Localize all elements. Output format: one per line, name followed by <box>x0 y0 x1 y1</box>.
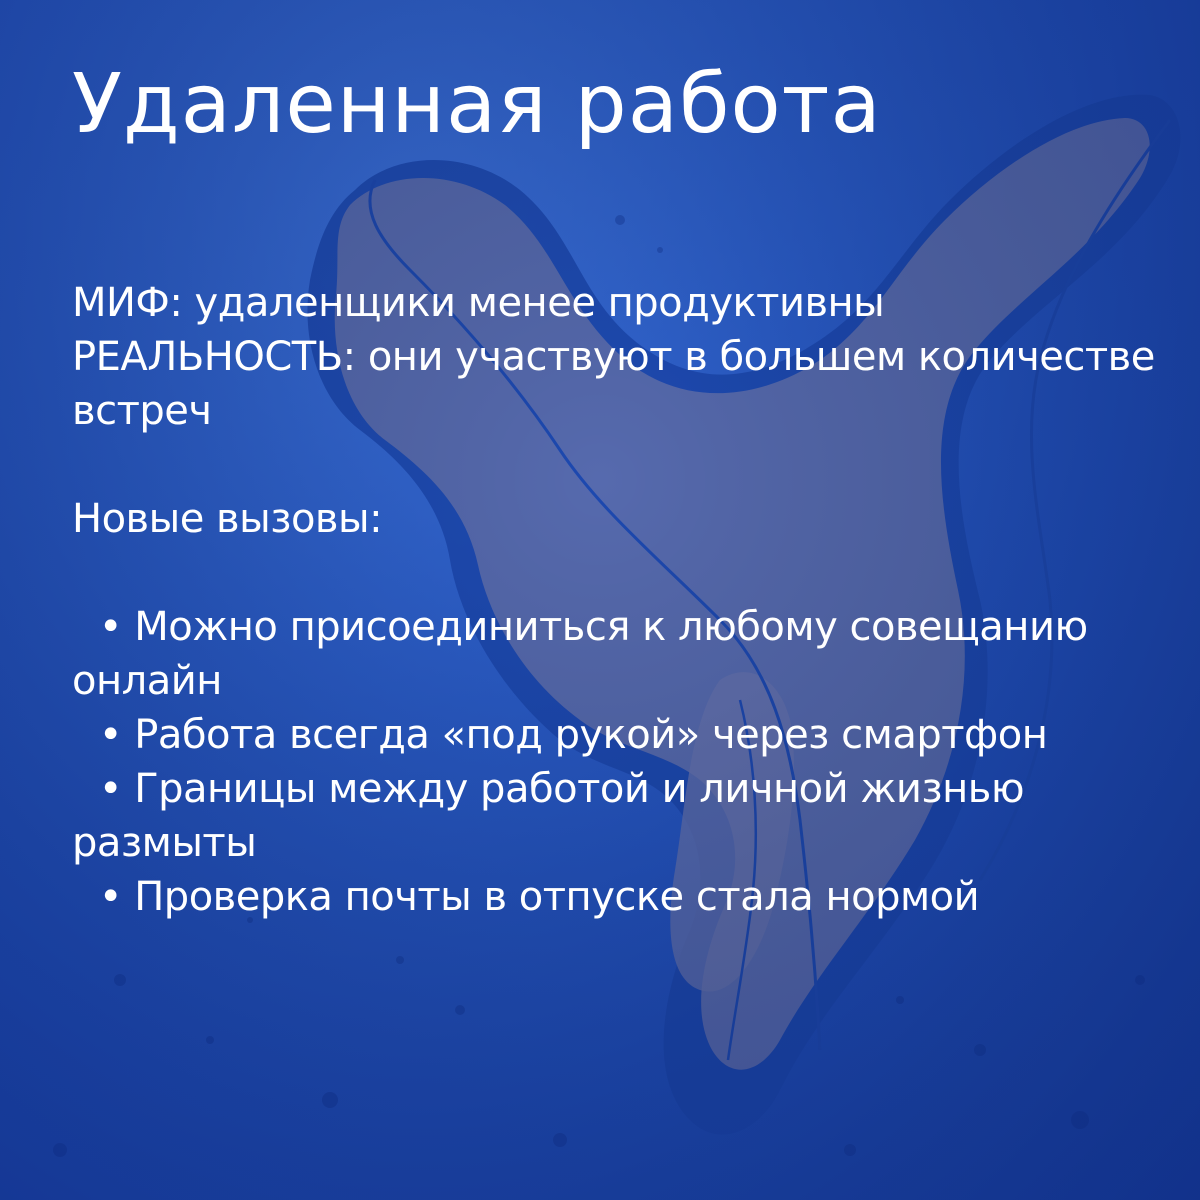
bullet-text: Проверка почты в отпуске стала нормой <box>134 874 980 920</box>
bullet-text: Границы между работой и личной жизнью размыты <box>72 766 1025 866</box>
slide-content <box>72 0 1182 1200</box>
bullet-dot-icon: • <box>98 874 122 920</box>
bullet-item <box>72 870 1172 924</box>
bullet-dot-icon: • <box>98 712 122 758</box>
slide-title: Удаленная работа <box>72 57 882 152</box>
bullet-item <box>72 600 1172 708</box>
slide-body <box>72 276 1172 924</box>
spacer <box>72 438 1172 492</box>
bullet-item <box>72 708 1172 762</box>
bullet-dot-icon: • <box>98 604 122 650</box>
bullet-dot-icon: • <box>98 766 122 812</box>
challenges-heading: Новые вызовы: <box>72 496 383 542</box>
spacer <box>72 546 1172 600</box>
bullet-item <box>72 762 1172 870</box>
bullet-text: Можно присоединиться к любому совещанию онлайн <box>72 604 1088 704</box>
bullet-text: Работа всегда «под рукой» через смартфон <box>134 712 1048 758</box>
myth-statement: МИФ: удаленщики менее продуктивны <box>72 280 885 326</box>
reality-statement: РЕАЛЬНОСТЬ: они участвуют в большем количестве встреч <box>72 334 1155 434</box>
